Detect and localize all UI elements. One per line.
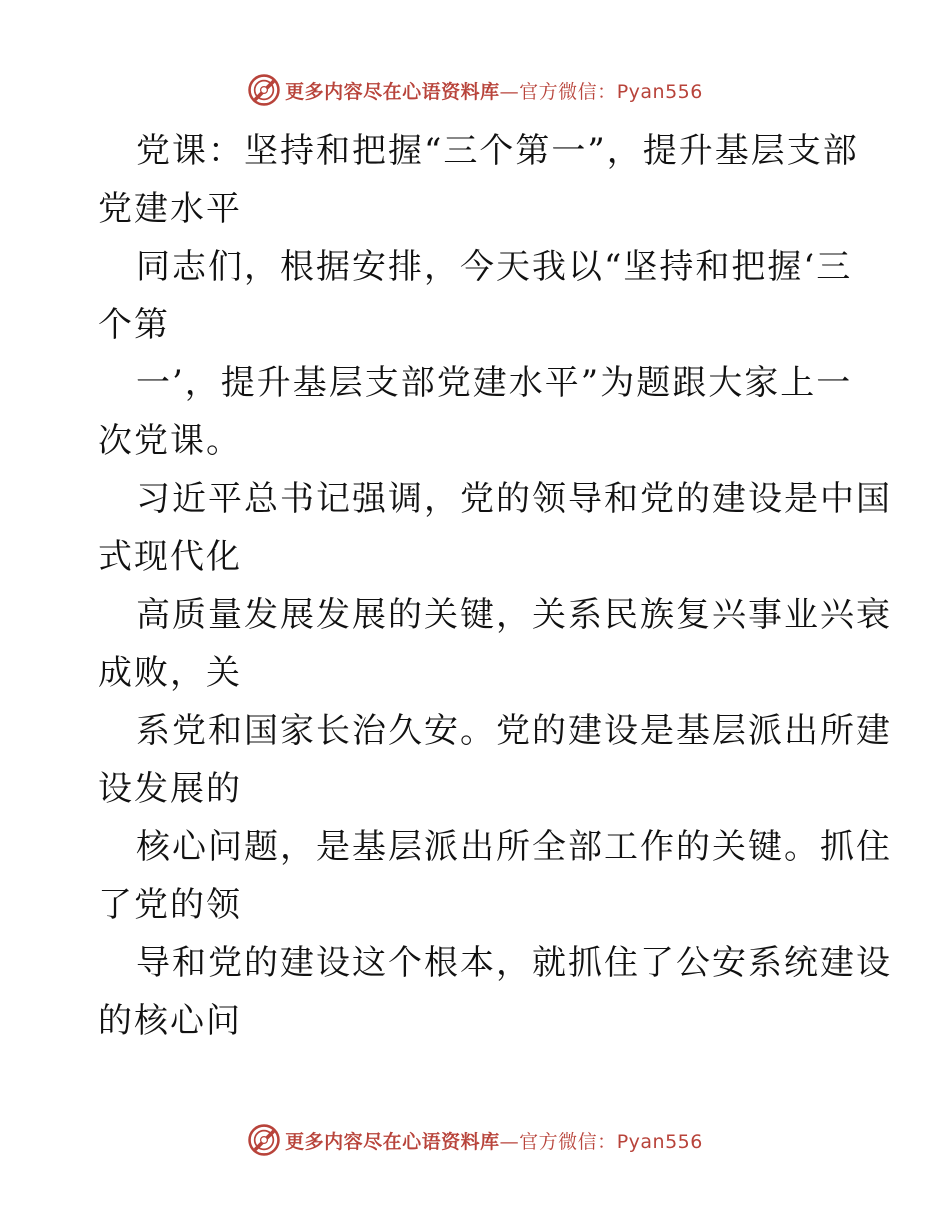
red-seal-logo-icon — [247, 1123, 281, 1157]
text-line: 式现代化 — [98, 537, 242, 577]
text-line: 一’，提升基层支部党建水平”为题跟大家上一 — [136, 363, 853, 403]
text-line: 党课：坚持和把握“三个第一”，提升基层支部 — [136, 131, 859, 171]
document-body — [98, 122, 892, 1050]
text-line: 设发展的 — [98, 769, 242, 809]
watermark-dash: — — [499, 80, 520, 103]
text-line: 习近平总书记强调，党的领导和党的建设是中国 — [136, 479, 892, 519]
text-line: 成败，关 — [98, 653, 242, 693]
text-line: 导和党的建设这个根本，就抓住了公安系统建设 — [136, 943, 892, 983]
watermark-brand: 更多内容尽在心语资料库 — [285, 1130, 500, 1153]
text-line: 个第 — [98, 305, 170, 345]
watermark-text — [285, 77, 703, 104]
text-line: 高质量发展发展的关键，关系民族复兴事业兴衰 — [136, 595, 892, 635]
watermark-dash: — — [499, 1130, 520, 1153]
watermark-suffix: 官方微信： — [519, 80, 617, 103]
text-line: 系党和国家长治久安。党的建设是基层派出所建 — [136, 711, 892, 751]
footer-watermark — [0, 1120, 950, 1160]
text-line: 的核心问 — [98, 1001, 242, 1041]
watermark-wechat-id: Pyan556 — [616, 80, 703, 103]
text-line: 党建水平 — [98, 189, 242, 229]
watermark-suffix: 官方微信： — [519, 1130, 617, 1153]
watermark-text — [285, 1127, 703, 1154]
red-seal-logo-icon — [247, 73, 281, 107]
text-line: 次党课。 — [98, 421, 242, 461]
watermark-wechat-id: Pyan556 — [616, 1130, 703, 1153]
text-line: 核心问题，是基层派出所全部工作的关键。抓住 — [136, 827, 892, 867]
text-line: 同志们，根据安排，今天我以“坚持和把握‘三 — [136, 247, 853, 287]
watermark-brand: 更多内容尽在心语资料库 — [285, 80, 500, 103]
text-line: 了党的领 — [98, 885, 242, 925]
header-watermark — [0, 70, 950, 110]
